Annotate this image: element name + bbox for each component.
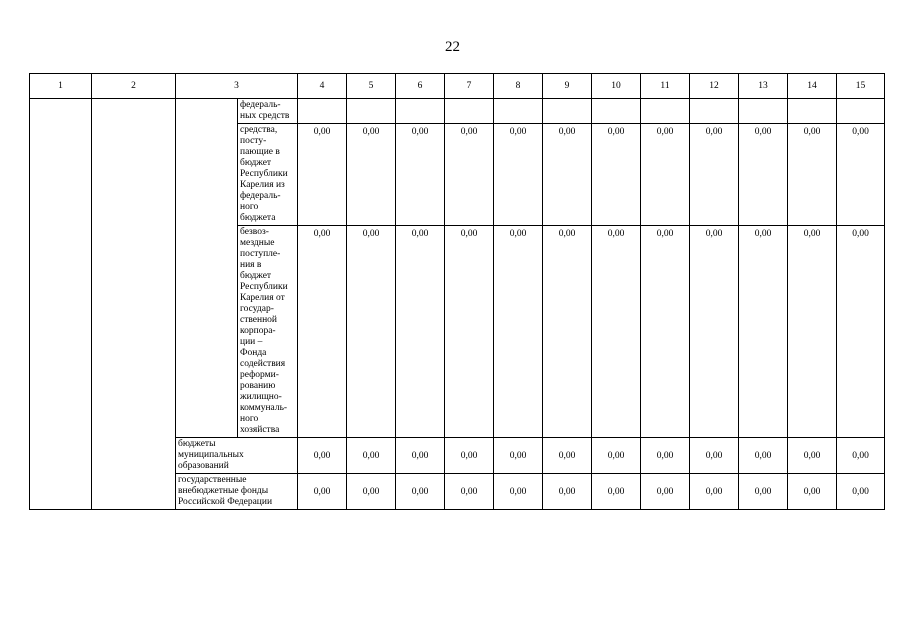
value-cell: 0,00 xyxy=(788,124,837,226)
value-cell: 0,00 xyxy=(690,438,739,474)
header-row xyxy=(30,74,885,99)
value-cell: 0,00 xyxy=(396,474,445,510)
value-cell: 0,00 xyxy=(543,474,592,510)
value-cell: 0,00 xyxy=(396,124,445,226)
value-cell: 0,00 xyxy=(494,124,543,226)
value-cell xyxy=(837,99,885,124)
header-cell-7: 7 xyxy=(445,74,494,99)
col2-empty-cell xyxy=(92,99,176,510)
header-cell-13: 13 xyxy=(739,74,788,99)
value-cell: 0,00 xyxy=(690,474,739,510)
value-cell: 0,00 xyxy=(788,226,837,438)
value-cell xyxy=(592,99,641,124)
value-cell xyxy=(788,99,837,124)
value-cell: 0,00 xyxy=(543,124,592,226)
value-cell: 0,00 xyxy=(788,438,837,474)
value-cell: 0,00 xyxy=(690,226,739,438)
row-label: средства, посту- пающие в бюджет Республики Карелия из федераль- ного бюджета xyxy=(238,124,298,226)
value-cell xyxy=(641,99,690,124)
value-cell: 0,00 xyxy=(641,226,690,438)
value-cell: 0,00 xyxy=(837,124,885,226)
header-cell-10: 10 xyxy=(592,74,641,99)
value-cell: 0,00 xyxy=(347,226,396,438)
value-cell: 0,00 xyxy=(445,474,494,510)
col1-empty-cell xyxy=(30,99,92,510)
header-cell-11: 11 xyxy=(641,74,690,99)
value-cell: 0,00 xyxy=(494,438,543,474)
value-cell: 0,00 xyxy=(641,124,690,226)
value-cell: 0,00 xyxy=(445,124,494,226)
value-cell: 0,00 xyxy=(494,226,543,438)
value-cell: 0,00 xyxy=(347,438,396,474)
value-cell: 0,00 xyxy=(739,226,788,438)
value-cell xyxy=(298,99,347,124)
value-cell: 0,00 xyxy=(592,124,641,226)
value-cell xyxy=(347,99,396,124)
value-cell: 0,00 xyxy=(592,474,641,510)
col3-left-empty-cell xyxy=(176,99,238,438)
value-cell: 0,00 xyxy=(592,438,641,474)
header-cell-6: 6 xyxy=(396,74,445,99)
header-cell-14: 14 xyxy=(788,74,837,99)
header-cell-2: 2 xyxy=(92,74,176,99)
value-cell: 0,00 xyxy=(739,438,788,474)
value-cell: 0,00 xyxy=(396,438,445,474)
value-cell: 0,00 xyxy=(788,474,837,510)
value-cell: 0,00 xyxy=(641,438,690,474)
value-cell: 0,00 xyxy=(837,438,885,474)
row-label: федераль- ных средств xyxy=(238,99,298,124)
value-cell: 0,00 xyxy=(592,226,641,438)
row-label: безвоз- мездные поступле- ния в бюджет Республики Карелия от государ- ственной корпора- ции – Фонда содействия реформи- рованию жилищно- коммуналь- ного хозяйства xyxy=(238,226,298,438)
value-cell: 0,00 xyxy=(739,474,788,510)
value-cell xyxy=(543,99,592,124)
value-cell: 0,00 xyxy=(298,438,347,474)
header-cell-15: 15 xyxy=(837,74,885,99)
value-cell: 0,00 xyxy=(396,226,445,438)
value-cell xyxy=(690,99,739,124)
header-cell-5: 5 xyxy=(347,74,396,99)
value-cell: 0,00 xyxy=(543,438,592,474)
value-cell: 0,00 xyxy=(347,474,396,510)
value-cell: 0,00 xyxy=(445,438,494,474)
value-cell: 0,00 xyxy=(543,226,592,438)
value-cell: 0,00 xyxy=(690,124,739,226)
header-cell-12: 12 xyxy=(690,74,739,99)
header-cell-3: 3 xyxy=(176,74,298,99)
value-cell: 0,00 xyxy=(641,474,690,510)
value-cell xyxy=(396,99,445,124)
header-cell-8: 8 xyxy=(494,74,543,99)
value-cell: 0,00 xyxy=(347,124,396,226)
value-cell: 0,00 xyxy=(298,226,347,438)
row-label: бюджеты муниципальных образований xyxy=(176,438,298,474)
row-label: государственные внебюджетные фонды Российской Федерации xyxy=(176,474,298,510)
value-cell: 0,00 xyxy=(298,474,347,510)
budget-table xyxy=(29,73,885,510)
value-cell: 0,00 xyxy=(445,226,494,438)
page-number: 22 xyxy=(445,39,460,55)
value-cell: 0,00 xyxy=(837,226,885,438)
header-cell-1: 1 xyxy=(30,74,92,99)
value-cell: 0,00 xyxy=(494,474,543,510)
value-cell xyxy=(494,99,543,124)
header-cell-9: 9 xyxy=(543,74,592,99)
value-cell: 0,00 xyxy=(298,124,347,226)
table-row xyxy=(30,99,885,124)
header-cell-4: 4 xyxy=(298,74,347,99)
value-cell: 0,00 xyxy=(739,124,788,226)
value-cell xyxy=(739,99,788,124)
value-cell: 0,00 xyxy=(837,474,885,510)
value-cell xyxy=(445,99,494,124)
